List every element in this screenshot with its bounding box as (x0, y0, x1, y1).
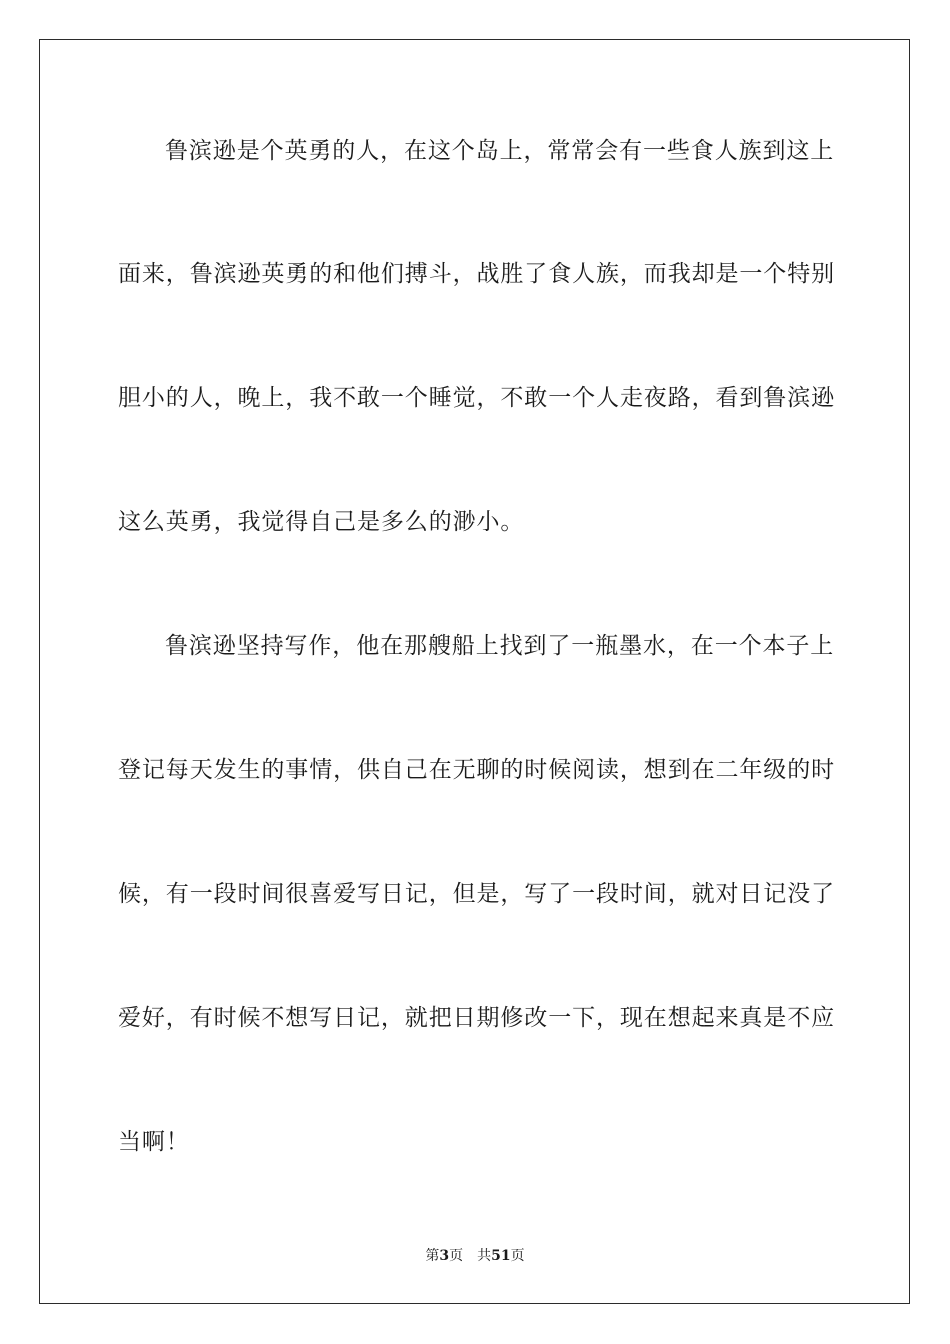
total-suffix: 页 (510, 1248, 525, 1264)
paragraph-2-line-3: 候，有一段时间很喜爱写日记，但是，写了一段时间，就对日记没了 (118, 881, 835, 907)
paragraph-2-line-4: 爱好，有时候不想写日记，就把日期修改一下，现在想起来真是不应 (118, 1005, 835, 1031)
page-number: 3 (439, 1248, 450, 1264)
page-suffix: 页 (449, 1248, 464, 1264)
paragraph-1-line-2: 面来，鲁滨逊英勇的和他们搏斗，战胜了食人族，而我却是一个特别 (118, 261, 835, 287)
paragraph-1-line-4: 这么英勇，我觉得自己是多么的渺小。 (118, 509, 525, 535)
page-border (39, 39, 910, 1304)
paragraph-1-line-3: 胆小的人，晚上，我不敢一个睡觉，不敢一个人走夜路，看到鲁滨逊 (118, 385, 835, 411)
paragraph-2-line-2: 登记每天发生的事情，供自己在无聊的时候阅读，想到在二年级的时 (118, 757, 835, 783)
paragraph-1-line-1: 鲁滨逊是个英勇的人，在这个岛上，常常会有一些食人族到这上 (165, 138, 835, 164)
paragraph-2-line-5: 当啊！ (118, 1129, 190, 1155)
total-prefix: 共 (477, 1248, 492, 1264)
paragraph-2-line-1: 鲁滨逊坚持写作，他在那艘船上找到了一瓶墨水，在一个本子上 (165, 633, 835, 659)
page-prefix: 第 (425, 1248, 440, 1264)
total-pages: 51 (491, 1248, 511, 1264)
page-footer (0, 1247, 950, 1265)
